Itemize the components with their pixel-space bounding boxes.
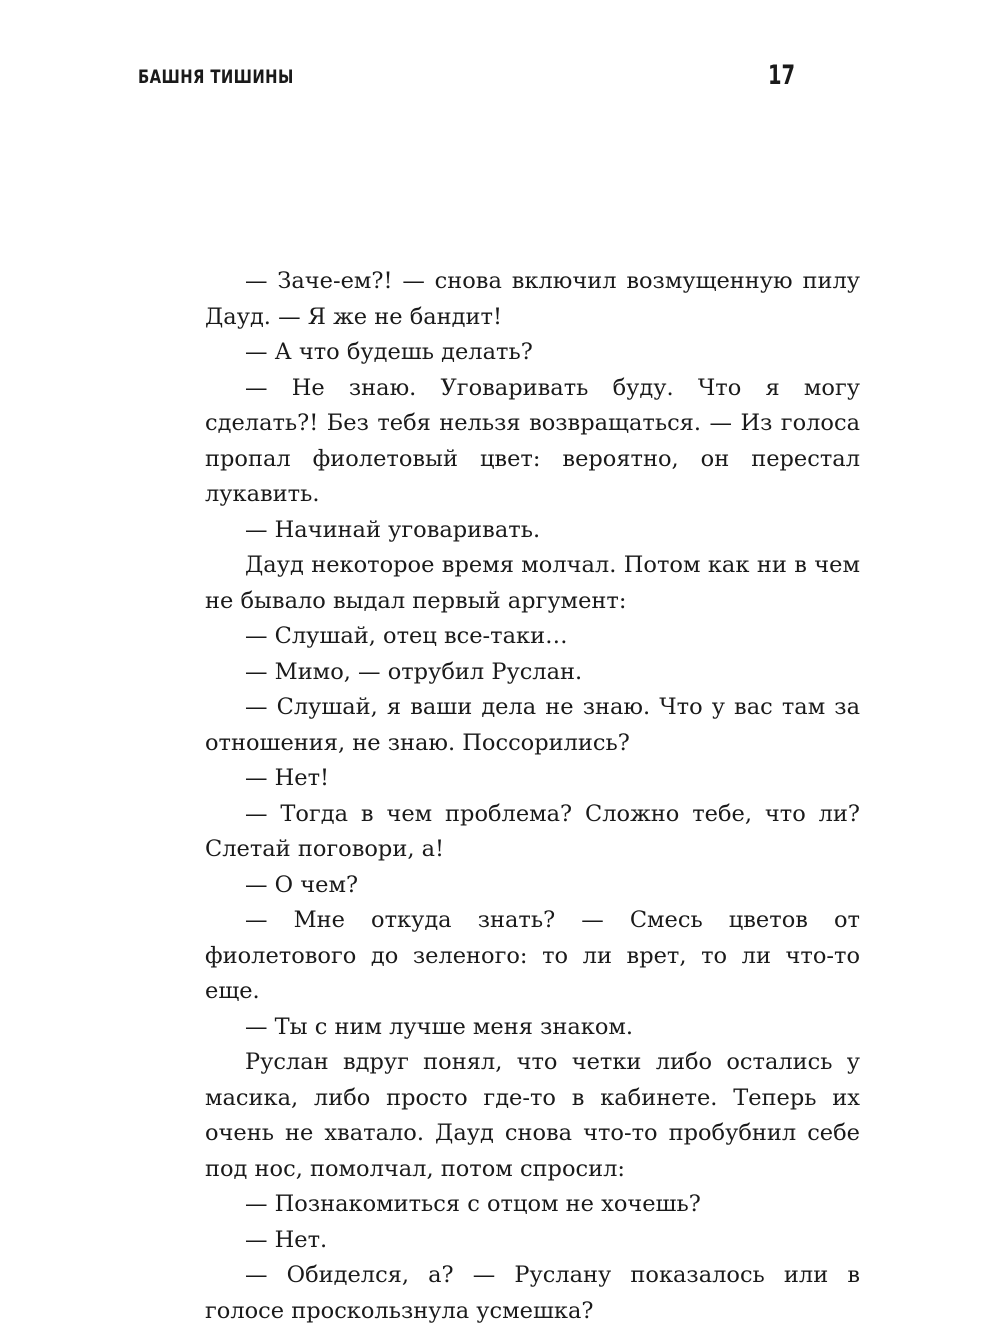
page-number: 17 (768, 60, 796, 91)
paragraph: — Заче-ем?! — снова включил возмущенную пилу Дауд. — Я же не бандит! (205, 268, 860, 330)
paragraph: — О чем? (245, 871, 359, 898)
paragraph: — Познакомиться с отцом не хочешь? (245, 1191, 701, 1217)
paragraph: — Начинай уговаривать. (245, 516, 541, 543)
running-head-title: БАШНЯ ТИШИНЫ (138, 66, 294, 88)
paragraph: — Мне откуда знать? — Смесь цветов от фиолетового до зеленого: то ли врет, то ли что-то еще. (205, 907, 860, 1004)
paragraph: — Слушай, я ваши дела не знаю. Что у вас там за отношения, не знаю. Поссорились? (205, 694, 860, 756)
paragraph: — А что будешь делать? (245, 339, 533, 365)
paragraph: — Нет. (245, 1226, 328, 1253)
paragraph: — Слушай, отец все-таки… (245, 623, 568, 649)
paragraph: — Тогда в чем проблема? Сложно тебе, что ли? Слетай поговори, а! (205, 800, 860, 862)
paragraph: Руслан вдруг понял, что четки либо остались у масика, либо просто где-то в кабинете. Теперь их очень не хватало. Дауд снова что-то пробубнил себе под нос, помолчал, потом спросил: (205, 1049, 860, 1182)
paragraph: Дауд некоторое время молчал. Потом как ни в чем не бывало выдал первый аргумент: (205, 552, 860, 614)
body-text (205, 264, 860, 1329)
paragraph: — Ты с ним лучше меня знаком. (245, 1013, 634, 1040)
paragraph: — Мимо, — отрубил Руслан. (245, 658, 583, 685)
paragraph: — Нет! (245, 765, 330, 791)
paragraph: — Обиделся, а? — Руслану показалось или в голосе проскользнула усмешка? (205, 1262, 860, 1324)
paragraph: — Не знаю. Уговаривать буду. Что я могу сделать?! Без тебя нельзя возвращаться. — Из голоса пропал фиолетовый цвет: вероятно, он перестал лукавить. (205, 374, 860, 507)
